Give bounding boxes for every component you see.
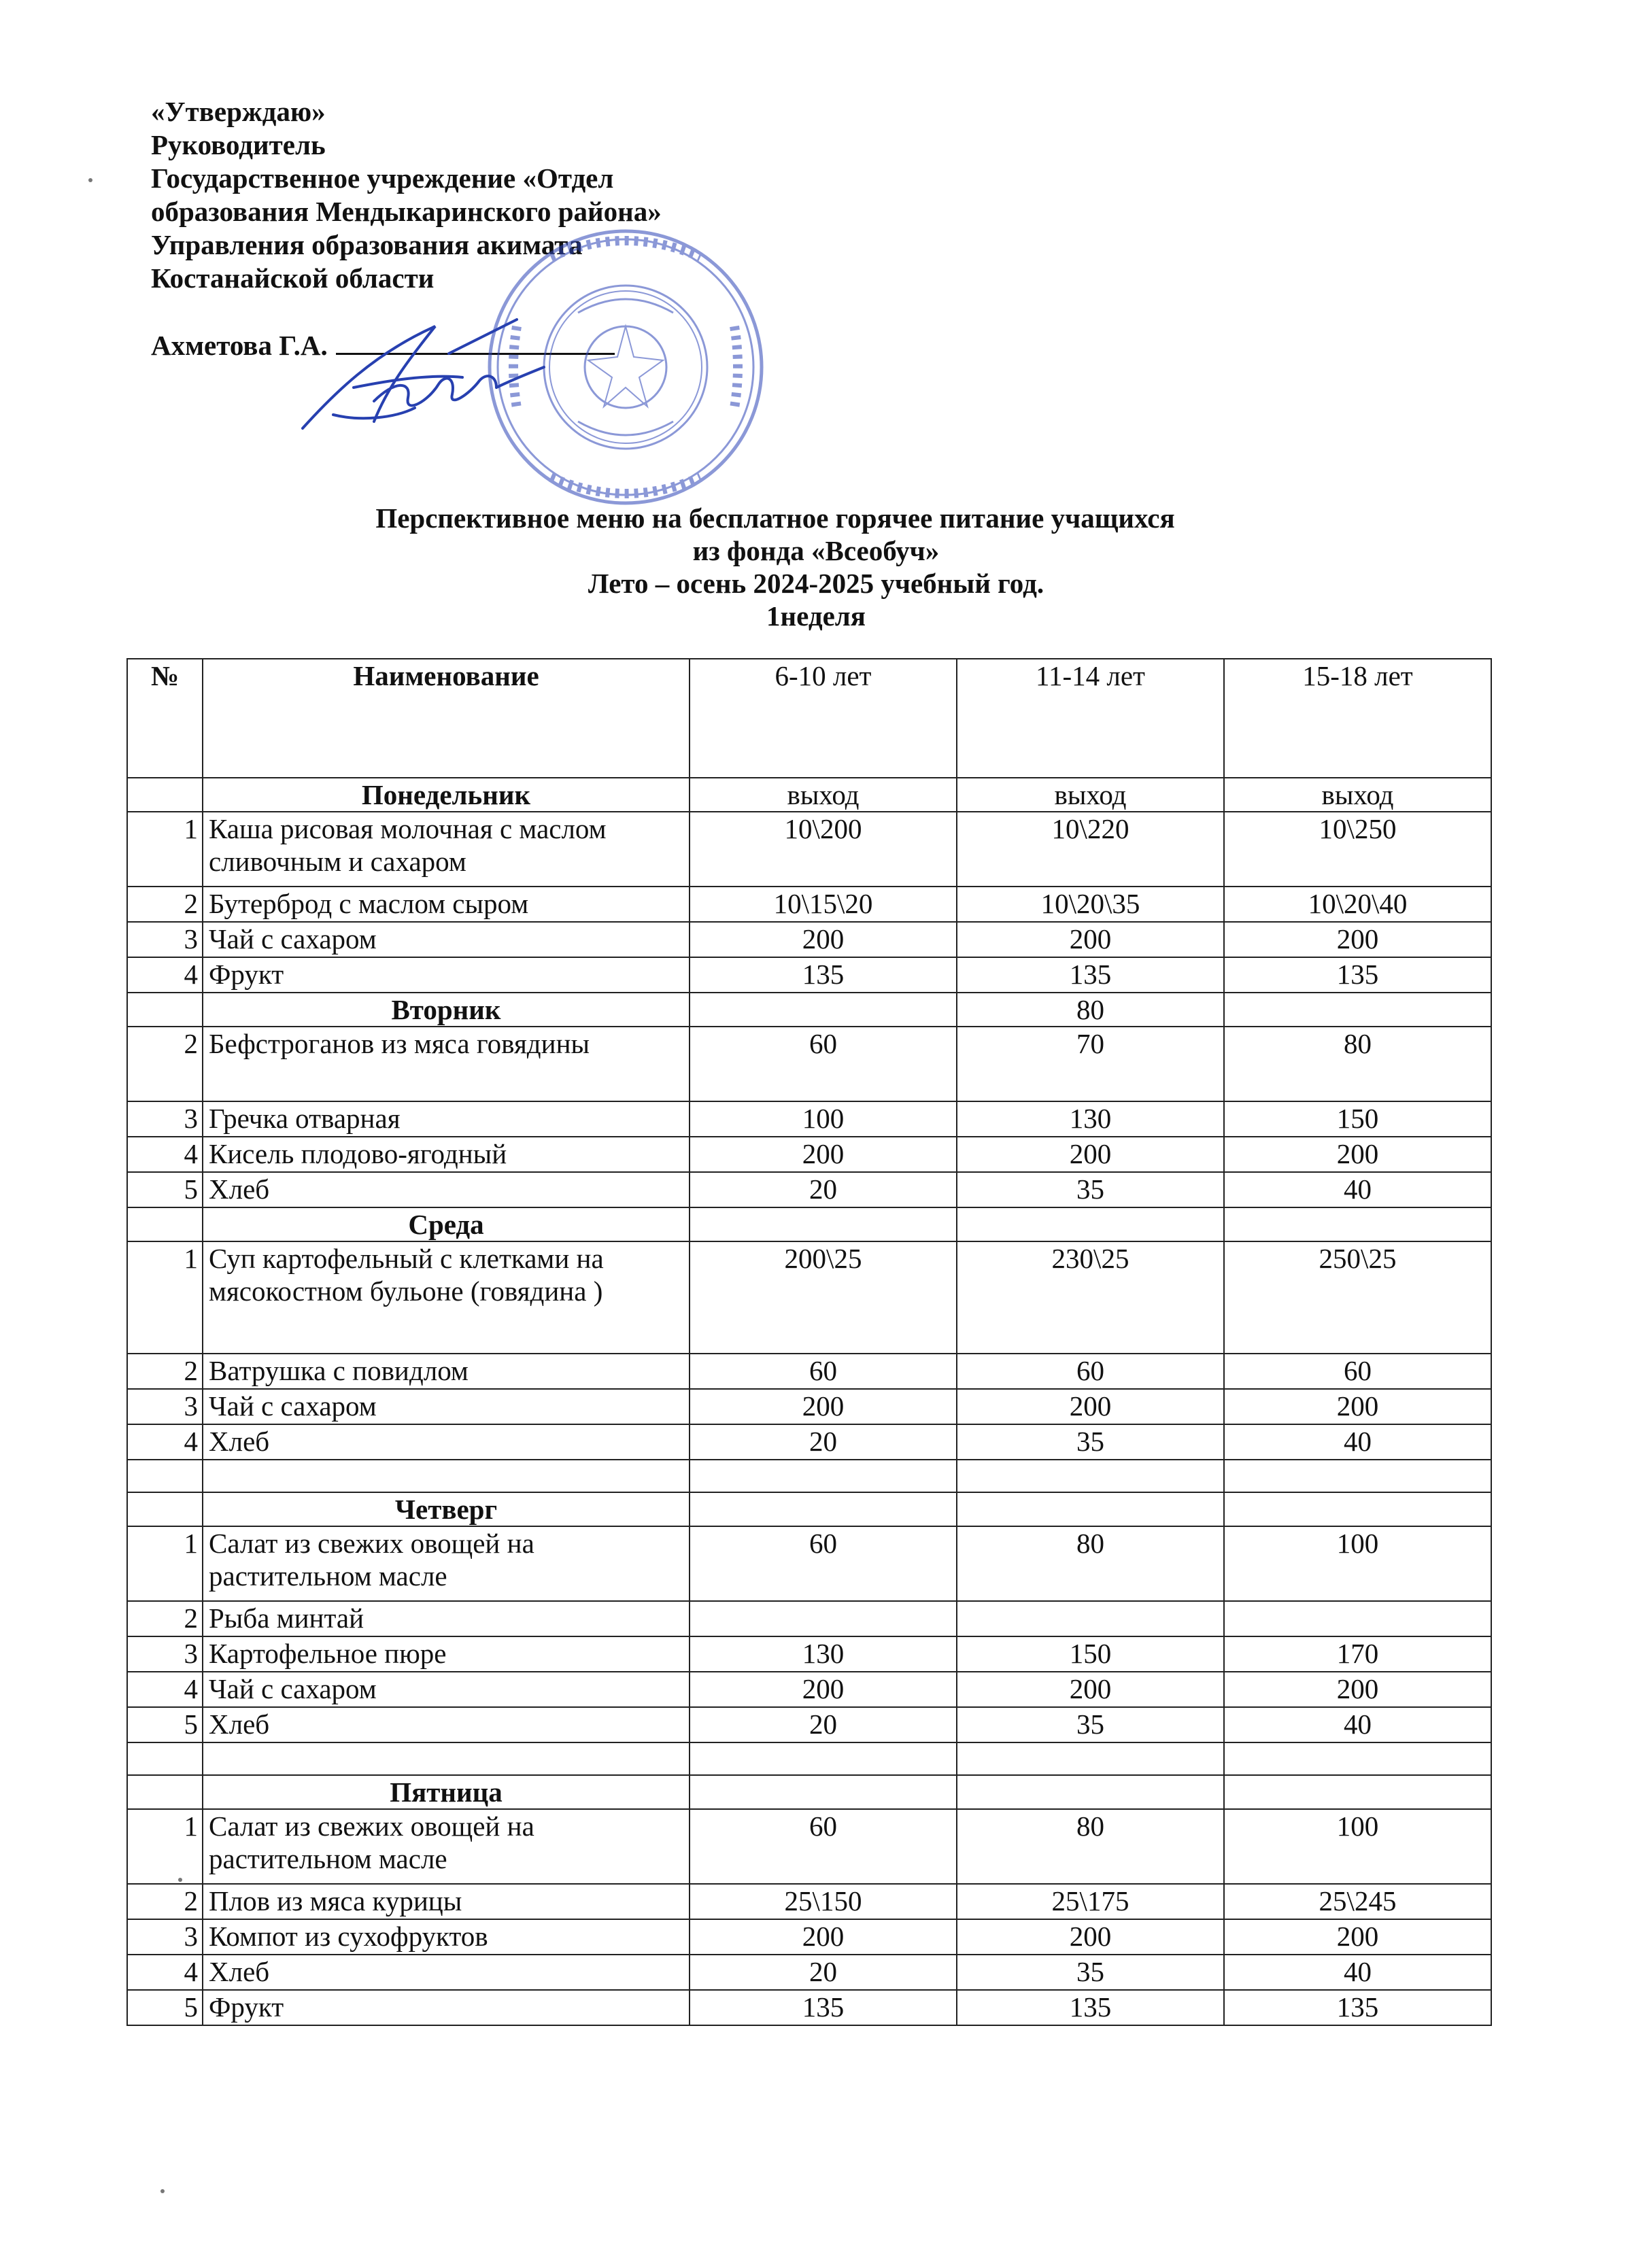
spacer-cell (1224, 1460, 1491, 1492)
day-row (127, 1775, 1491, 1809)
heading-line-2: из фонда «Всеобуч» (692, 535, 940, 566)
item-number: 3 (127, 1919, 203, 1955)
item-portion: 130 (957, 1101, 1224, 1137)
spacer-cell (203, 1742, 690, 1775)
item-portion (690, 1601, 957, 1636)
table-row (127, 1990, 1491, 2025)
item-name: Компот из сухофруктов (203, 1919, 690, 1955)
handwritten-signature (292, 313, 578, 449)
item-number: 4 (127, 1137, 203, 1172)
day-value (690, 1492, 957, 1526)
item-portion: 200 (1224, 922, 1491, 957)
table-row (127, 1027, 1491, 1101)
day-row (127, 778, 1491, 812)
item-portion: 100 (690, 1101, 957, 1137)
approval-org-line-1: Государственное учреждение «Отдел (151, 162, 614, 194)
day-number-cell (127, 1492, 203, 1526)
item-name: Чай с сахаром (203, 1389, 690, 1424)
item-portion: 25\175 (957, 1884, 1224, 1919)
item-portion: 150 (957, 1636, 1224, 1672)
day-number-cell (127, 1775, 203, 1809)
scan-speck (178, 1878, 182, 1882)
item-name: Хлеб (203, 1707, 690, 1742)
approval-org-line-4: Костанайской области (151, 262, 435, 294)
spacer-cell (957, 1742, 1224, 1775)
item-number: 2 (127, 1884, 203, 1919)
item-number: 5 (127, 1172, 203, 1207)
item-portion: 10\20\35 (957, 887, 1224, 922)
item-portion: 200 (690, 1919, 957, 1955)
item-number: 2 (127, 1354, 203, 1389)
item-portion (957, 1601, 1224, 1636)
item-portion: 135 (957, 1990, 1224, 2025)
item-number: 4 (127, 957, 203, 993)
scan-speck (160, 2189, 165, 2193)
item-name: Хлеб (203, 1172, 690, 1207)
item-portion: 25\245 (1224, 1884, 1491, 1919)
item-portion: 200 (957, 1389, 1224, 1424)
item-portion: 200 (690, 1389, 957, 1424)
item-portion: 60 (1224, 1354, 1491, 1389)
item-portion: 40 (1224, 1424, 1491, 1460)
item-portion: 10\220 (957, 812, 1224, 887)
table-row (127, 1172, 1491, 1207)
day-value: 80 (957, 993, 1224, 1027)
item-number: 3 (127, 1636, 203, 1672)
heading-line-4: 1неделя (766, 600, 866, 632)
day-value: выход (690, 778, 957, 812)
item-portion: 200 (690, 1672, 957, 1707)
day-value: выход (957, 778, 1224, 812)
day-number-cell (127, 1207, 203, 1241)
item-portion: 20 (690, 1955, 957, 1990)
item-number: 2 (127, 887, 203, 922)
item-portion: 200 (1224, 1672, 1491, 1707)
day-value (957, 1207, 1224, 1241)
approval-org-line-2: образования Мендыкаринского района» (151, 196, 662, 227)
item-portion: 10\15\20 (690, 887, 957, 922)
table-row (127, 1241, 1491, 1354)
table-row (127, 922, 1491, 957)
day-name: Среда (203, 1207, 690, 1241)
day-number-cell (127, 778, 203, 812)
day-name: Четверг (203, 1492, 690, 1526)
day-value (957, 1492, 1224, 1526)
item-portion: 200 (690, 922, 957, 957)
table-header-row (127, 659, 1491, 778)
item-portion: 230\25 (957, 1241, 1224, 1354)
day-value (690, 993, 957, 1027)
table-row (127, 1101, 1491, 1137)
item-portion: 135 (690, 1990, 957, 2025)
scan-speck (88, 178, 92, 182)
item-name: Хлеб (203, 1424, 690, 1460)
item-portion: 150 (1224, 1101, 1491, 1137)
item-number: 1 (127, 1241, 203, 1354)
item-portion: 100 (1224, 1526, 1491, 1601)
item-portion: 10\20\40 (1224, 887, 1491, 922)
item-name: Хлеб (203, 1955, 690, 1990)
day-number-cell (127, 993, 203, 1027)
spacer-cell (690, 1742, 957, 1775)
item-name: Чай с сахаром (203, 922, 690, 957)
item-portion: 135 (690, 957, 957, 993)
spacer-cell (127, 1460, 203, 1492)
item-portion: 35 (957, 1172, 1224, 1207)
item-portion: 70 (957, 1027, 1224, 1101)
table-row (127, 1809, 1491, 1884)
day-value (1224, 1492, 1491, 1526)
item-portion: 200 (957, 1919, 1224, 1955)
item-number: 3 (127, 922, 203, 957)
spacer-row (127, 1742, 1491, 1775)
item-portion: 200 (957, 1672, 1224, 1707)
approval-title: «Утверждаю» (151, 96, 326, 127)
item-portion: 135 (1224, 957, 1491, 993)
spacer-row (127, 1460, 1491, 1492)
item-number: 5 (127, 1707, 203, 1742)
item-name: Рыба минтай (203, 1601, 690, 1636)
item-portion: 60 (690, 1354, 957, 1389)
day-name: Пятница (203, 1775, 690, 1809)
table-row (127, 1919, 1491, 1955)
table-row (127, 812, 1491, 887)
day-value (690, 1775, 957, 1809)
day-name: Вторник (203, 993, 690, 1027)
item-portion: 10\250 (1224, 812, 1491, 887)
table-row (127, 1389, 1491, 1424)
item-portion: 200 (690, 1137, 957, 1172)
item-portion: 10\200 (690, 812, 957, 887)
item-portion: 40 (1224, 1707, 1491, 1742)
item-portion: 200 (957, 922, 1224, 957)
menu-table (126, 658, 1492, 2026)
item-number: 3 (127, 1101, 203, 1137)
item-name: Кисель плодово-ягодный (203, 1137, 690, 1172)
spacer-cell (127, 1742, 203, 1775)
item-name: Салат из свежих овощей на растительном масле (203, 1809, 690, 1884)
item-portion (1224, 1601, 1491, 1636)
item-number: 3 (127, 1389, 203, 1424)
day-row (127, 1207, 1491, 1241)
item-portion: 250\25 (1224, 1241, 1491, 1354)
item-name: Фрукт (203, 957, 690, 993)
spacer-cell (1224, 1742, 1491, 1775)
item-portion: 60 (690, 1526, 957, 1601)
item-portion: 20 (690, 1707, 957, 1742)
item-portion: 135 (1224, 1990, 1491, 2025)
header-age-11-14: 11-14 лет (957, 659, 1224, 778)
item-portion: 25\150 (690, 1884, 957, 1919)
day-value (1224, 1207, 1491, 1241)
table-row (127, 887, 1491, 922)
day-row (127, 993, 1491, 1027)
table-row (127, 1672, 1491, 1707)
item-number: 1 (127, 1809, 203, 1884)
approval-org-line-3: Управления образования акимата (151, 229, 583, 260)
item-number: 1 (127, 1526, 203, 1601)
menu-table-body (127, 659, 1491, 2025)
item-portion: 200 (1224, 1137, 1491, 1172)
approval-position: Руководитель (151, 129, 326, 160)
item-number: 2 (127, 1601, 203, 1636)
item-portion: 20 (690, 1424, 957, 1460)
table-row (127, 1526, 1491, 1601)
document-heading (0, 502, 1632, 632)
item-portion: 200 (1224, 1389, 1491, 1424)
item-number: 1 (127, 812, 203, 887)
approval-signer: Ахметова Г.А. (151, 330, 328, 361)
spacer-cell (690, 1460, 957, 1492)
header-age-6-10: 6-10 лет (690, 659, 957, 778)
item-name: Чай с сахаром (203, 1672, 690, 1707)
header-number: № (127, 659, 203, 778)
item-portion: 200\25 (690, 1241, 957, 1354)
item-name: Плов из мяса курицы (203, 1884, 690, 1919)
spacer-cell (957, 1460, 1224, 1492)
item-name: Ватрушка с повидлом (203, 1354, 690, 1389)
item-name: Бефстроганов из мяса говядины (203, 1027, 690, 1101)
item-name: Суп картофельный с клетками на мясокостном бульоне (говядина ) (203, 1241, 690, 1354)
day-value: выход (1224, 778, 1491, 812)
table-row (127, 1707, 1491, 1742)
item-portion: 170 (1224, 1636, 1491, 1672)
table-row (127, 1424, 1491, 1460)
item-name: Бутерброд с маслом сыром (203, 887, 690, 922)
item-name: Картофельное пюре (203, 1636, 690, 1672)
table-row (127, 957, 1491, 993)
item-portion: 35 (957, 1707, 1224, 1742)
header-name: Наименование (203, 659, 690, 778)
table-row (127, 1884, 1491, 1919)
day-name: Понедельник (203, 778, 690, 812)
item-number: 4 (127, 1672, 203, 1707)
item-name: Фрукт (203, 1990, 690, 2025)
item-portion: 40 (1224, 1955, 1491, 1990)
day-value (1224, 993, 1491, 1027)
item-portion: 35 (957, 1424, 1224, 1460)
item-number: 4 (127, 1955, 203, 1990)
table-row (127, 1137, 1491, 1172)
item-portion: 40 (1224, 1172, 1491, 1207)
item-portion: 200 (957, 1137, 1224, 1172)
table-row (127, 1354, 1491, 1389)
table-row (127, 1955, 1491, 1990)
item-portion: 200 (1224, 1919, 1491, 1955)
day-value (957, 1775, 1224, 1809)
item-name: Каша рисовая молочная с маслом сливочным и сахаром (203, 812, 690, 887)
item-name: Салат из свежих овощей на растительном масле (203, 1526, 690, 1601)
item-number: 5 (127, 1990, 203, 2025)
item-portion: 60 (690, 1027, 957, 1101)
table-row (127, 1636, 1491, 1672)
header-age-15-18: 15-18 лет (1224, 659, 1491, 778)
item-portion: 20 (690, 1172, 957, 1207)
item-portion: 80 (957, 1526, 1224, 1601)
day-value (690, 1207, 957, 1241)
item-portion: 80 (957, 1809, 1224, 1884)
item-portion: 60 (690, 1809, 957, 1884)
item-number: 2 (127, 1027, 203, 1101)
heading-line-1: Перспективное меню на бесплатное горячее питание учащихся (375, 502, 1175, 534)
item-portion: 35 (957, 1955, 1224, 1990)
heading-line-3: Лето – осень 2024-2025 учебный год. (588, 568, 1044, 599)
spacer-cell (203, 1460, 690, 1492)
item-portion: 100 (1224, 1809, 1491, 1884)
item-number: 4 (127, 1424, 203, 1460)
item-portion: 130 (690, 1636, 957, 1672)
item-portion: 80 (1224, 1027, 1491, 1101)
day-row (127, 1492, 1491, 1526)
table-row (127, 1601, 1491, 1636)
day-value (1224, 1775, 1491, 1809)
item-name: Гречка отварная (203, 1101, 690, 1137)
item-portion: 60 (957, 1354, 1224, 1389)
item-portion: 135 (957, 957, 1224, 993)
